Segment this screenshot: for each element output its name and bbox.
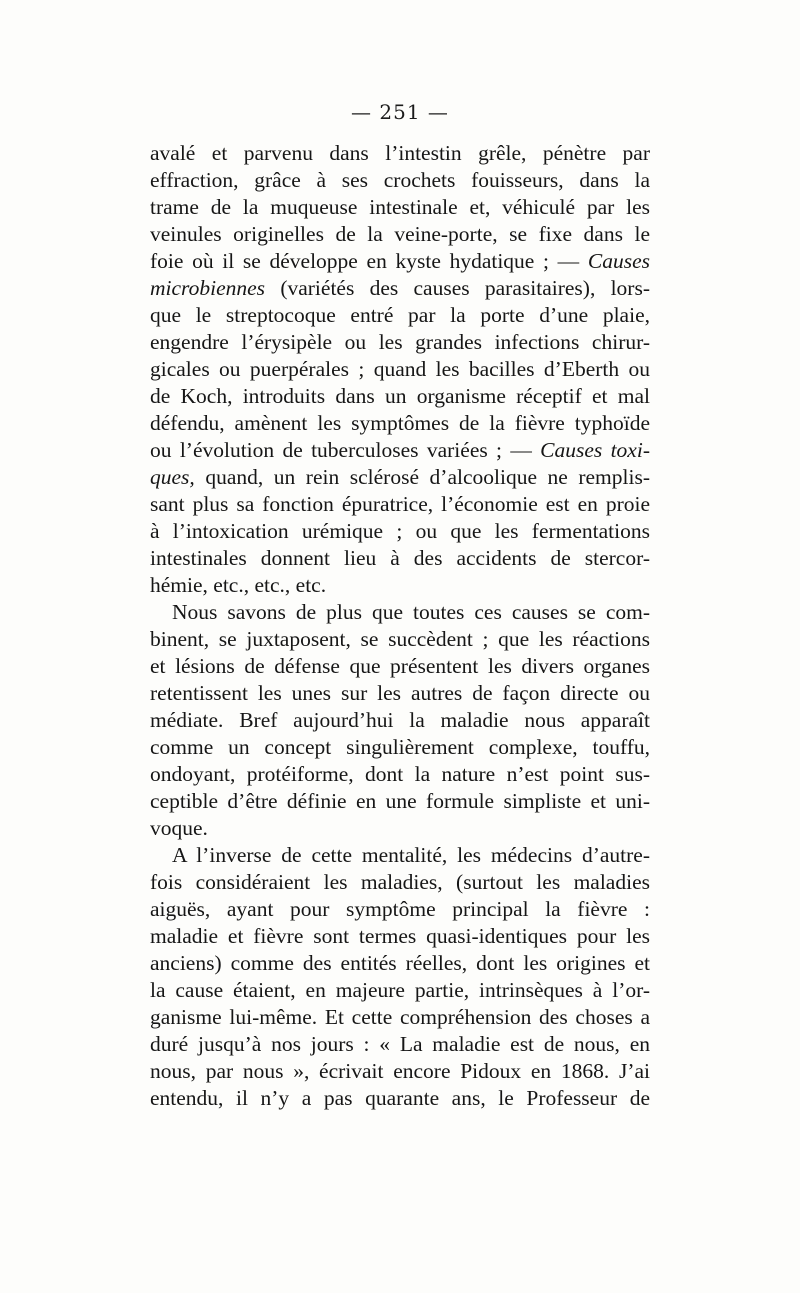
text-line: et lésions de défense que présentent les divers organes xyxy=(150,654,650,678)
text-line: anciens) comme des entités réelles, dont les origines et xyxy=(150,951,650,975)
text-line: effraction, grâce à ses crochets fouisseurs, dans la xyxy=(150,168,650,192)
text-line: ganisme lui-même. Et cette compréhension des choses a xyxy=(150,1005,650,1029)
text-line: que le streptocoque entré par la porte d’une plaie, xyxy=(150,303,650,327)
text-line: veinules originelles de la veine-porte, se fixe dans le xyxy=(150,222,650,246)
text-line: engendre l’érysipèle ou les grandes infections chirur- xyxy=(150,330,650,354)
text-line: maladie et fièvre sont termes quasi-identiques pour les xyxy=(150,924,650,948)
italic-text: Causes xyxy=(587,249,650,273)
text-line: ou l’évolution de tuberculoses variées ; — Causes toxi- xyxy=(150,438,650,462)
text-line: fois considéraient les maladies, (surtout les maladies xyxy=(150,870,650,894)
text-line: défendu, amènent les symptômes de la fièvre typhoïde xyxy=(150,411,650,435)
text-line: entendu, il n’y a pas quarante ans, le Professeur de xyxy=(150,1086,650,1110)
italic-text: ques, xyxy=(150,465,195,489)
text-line: aiguës, ayant pour symptôme principal la fièvre : xyxy=(150,897,650,921)
page-number: — 251 — xyxy=(351,100,449,124)
text-line: trame de la muqueuse intestinale et, véhiculé par les xyxy=(150,195,650,219)
text-line: Nous savons de plus que toutes ces causes se com- xyxy=(172,600,650,624)
text-line: binent, se juxtaposent, se succèdent ; que les réactions xyxy=(150,627,650,651)
text-line: la cause étaient, en majeure partie, intrinsèques à l’or- xyxy=(150,978,650,1002)
text-line: à l’intoxication urémique ; ou que les fermentations xyxy=(150,519,650,543)
text-line: microbiennes (variétés des causes parasitaires), lors- xyxy=(150,276,650,300)
text-line: avalé et parvenu dans l’intestin grêle, pénètre par xyxy=(150,141,650,165)
text-line: nous, par nous », écrivait encore Pidoux en 1868. J’ai xyxy=(150,1059,650,1083)
italic-text: microbiennes xyxy=(150,276,266,300)
text-line: retentissent les unes sur les autres de façon directe ou xyxy=(150,681,650,705)
text-line: comme un concept singulièrement complexe, touffu, xyxy=(150,735,650,759)
text-line: hémie, etc., etc., etc. xyxy=(150,573,327,597)
text-line: gicales ou puerpérales ; quand les bacilles d’Eberth ou xyxy=(150,357,650,381)
text-line: duré jusqu’à nos jours : « La maladie est de nous, en xyxy=(150,1032,650,1056)
text-line: de Koch, introduits dans un organisme réceptif et mal xyxy=(150,384,650,408)
text-line: sant plus sa fonction épuratrice, l’économie est en proie xyxy=(150,492,650,516)
text-line: foie où il se développe en kyste hydatique ; — Causes xyxy=(150,249,650,273)
text-line: voque. xyxy=(150,816,208,840)
text-line: ceptible d’être définie en une formule simpliste et uni- xyxy=(150,789,650,813)
text-line: ques, quand, un rein sclérosé d’alcoolique ne remplis- xyxy=(150,465,650,489)
text-line: intestinales donnent lieu à des accidents de stercor- xyxy=(150,546,650,570)
text-line: médiate. Bref aujourd’hui la maladie nous apparaît xyxy=(150,708,650,732)
text-line: A l’inverse de cette mentalité, les médecins d’autre- xyxy=(172,843,650,867)
italic-text: Causes toxi- xyxy=(540,438,650,462)
text-line: ondoyant, protéiforme, dont la nature n’est point sus- xyxy=(150,762,650,786)
